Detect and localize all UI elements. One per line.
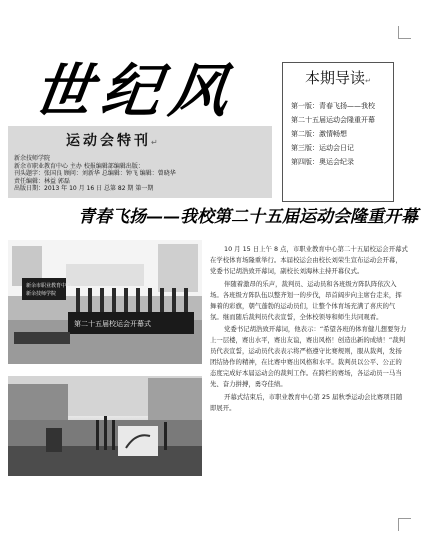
article-paragraph: 伴随着激昂的乐声，裁判员、运动员和各班级方阵队阵依次入场。各班级方阵队伍以整齐划一的步伐，昂首阔步向主席台走来，挥舞着的彩旗，朝气蓬勃的运动员们，让整个体育场充满了喜庆的气氛。继而随后裁判员代表宣誓，全体校领导和师生共同观看。: [210, 279, 402, 321]
stadium-illustration: [8, 376, 202, 476]
crop-mark-top-right: [398, 26, 411, 39]
banner-left-text: 新余市职业教育中心: [26, 283, 72, 289]
stadium-photo: [8, 376, 202, 476]
toc-item: 第二十五届运动会隆重开幕: [291, 116, 375, 124]
article-paragraph: 10 月 15 日上午 8 点，市职业教育中心第二十五届校运会开幕式在学校体育场隆重举行。本届校运会由校长刘荣生宣布运动会开幕，党委书记胡浩致开幕词，副校长刘海林主持开幕仪式。: [210, 245, 408, 275]
table-of-contents-box: [282, 62, 394, 202]
toc-item: 第二版：激情畅想: [291, 130, 347, 138]
masthead-title: 世纪风: [29, 57, 243, 125]
opening-ceremony-illustration: [8, 240, 202, 364]
crop-mark-bottom-right: [398, 518, 411, 531]
banner-right-text: 第二十五届校运会开幕式: [74, 320, 151, 328]
banner-left-text-2: 新余技师学院: [26, 291, 57, 297]
toc-item: 第三版：运动会日记: [291, 144, 354, 152]
special-issue-title: 运动会特刊↵: [66, 133, 161, 149]
opening-ceremony-photo: [8, 240, 202, 364]
toc-heading: 本期导读↵: [305, 69, 371, 87]
info-line: 刊头题字：张国良 顾问：刘新华 总编辑：钟飞 编辑：曾晓华: [14, 170, 176, 178]
publication-info: [14, 155, 176, 193]
toc-list: [291, 99, 393, 169]
info-line: 新余技师学院: [14, 155, 51, 162]
toc-item: 第四版：奥运会纪录: [291, 158, 354, 166]
info-line: 责任编辑：林益 郭磊: [14, 177, 70, 185]
article-headline: 青春飞扬——我校第二十五届运动会隆重开幕: [78, 207, 418, 227]
info-line: 新余市职业教育中心 主办 校报编辑部编辑出版：: [14, 162, 144, 170]
article-body: [210, 244, 408, 415]
article-paragraph: 党委书记胡浩致开幕词，他表示：“希望各班的体育健儿想要努力上一层楼，赛出水平，赛出友谊，赛出风格！创造出新的成绩！”裁判员代表宣誓，运动员代表表示将严格遵守比赛规则，服从裁判，发扬团结协作的精神，在比赛中赛出风格和水平。裁判员以公平、公正的态度完成好本届运动会的裁判工作。在跨栏的赛场，各运动员一马当先、奋力拼搏，勇夺佳绩。: [210, 325, 407, 388]
article-paragraph: 开幕式结束后，市职业教育中心第 25 届秋季运动会比赛项目随即展开。: [210, 392, 403, 412]
special-issue-box: [8, 126, 272, 198]
toc-item: 第一版：青春飞扬——我校: [291, 102, 375, 110]
info-line: 出版日期：2013 年 10 月 16 日 总第 82 期 第一期: [14, 185, 154, 193]
